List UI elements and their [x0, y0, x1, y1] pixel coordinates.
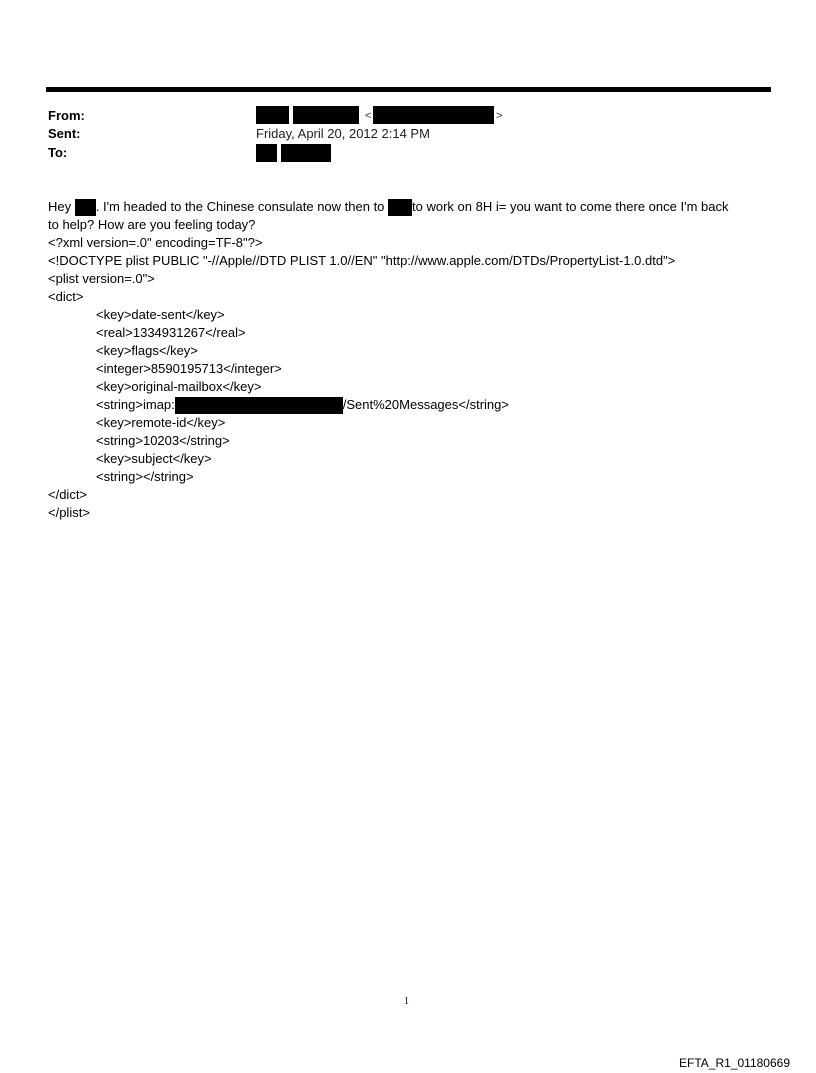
body-line-8: <real>1334931267</real>	[96, 325, 246, 340]
body-line-10: <integer>8590195713</integer>	[96, 361, 282, 376]
body-text-segment: <string>imap:	[96, 397, 175, 412]
body-line-9: <key>flags</key>	[96, 343, 198, 358]
header-divider	[46, 87, 771, 92]
body-line-7: <key>date-sent</key>	[96, 307, 225, 322]
from-open-bracket: <	[365, 110, 372, 122]
from-close-bracket: >	[496, 110, 503, 122]
body-line-2: to help? How are you feeling today?	[48, 217, 256, 232]
body-line-5: <plist version=.0">	[48, 271, 155, 286]
redaction-recipient-name	[75, 199, 96, 216]
body-line-6: <dict>	[48, 289, 84, 304]
message-body	[48, 198, 778, 522]
redaction-from-first-name	[256, 106, 289, 124]
sent-value: Friday, April 20, 2012 2:14 PM	[256, 126, 430, 141]
to-label: To:	[48, 145, 68, 160]
body-line-16: <string></string>	[96, 469, 194, 484]
redaction-from-email	[373, 106, 494, 124]
sent-label: Sent:	[48, 126, 81, 141]
redaction-location	[388, 199, 412, 216]
body-text-segment: . I'm headed to the Chinese consulate now then to	[95, 199, 389, 214]
from-label: From:	[48, 108, 85, 123]
body-line-3: <?xml version=.0" encoding=TF-8"?>	[48, 235, 263, 250]
body-line-4: <!DOCTYPE plist PUBLIC "-//Apple//DTD PLIST 1.0//EN" "http://www.apple.com/DTDs/PropertyList-1.0.dtd">	[48, 253, 676, 268]
redaction-imap-account	[175, 397, 343, 414]
body-line-14: <string>10203</string>	[96, 433, 230, 448]
body-line-11: <key>original-mailbox</key>	[96, 379, 262, 394]
body-line-1	[48, 198, 778, 216]
redaction-to-first-name	[256, 144, 277, 162]
body-text-segment: to work on 8H i= you want to come there once I'm back	[412, 199, 729, 214]
body-line-15: <key>subject</key>	[96, 451, 212, 466]
body-line-18: </plist>	[48, 505, 90, 520]
page-number: 1	[404, 996, 409, 1007]
body-line-17: </dict>	[48, 487, 88, 502]
body-text-segment: /Sent%20Messages</string>	[342, 397, 509, 412]
redaction-to-last-name	[281, 144, 331, 162]
body-line-12	[48, 396, 778, 414]
body-line-13: <key>remote-id</key>	[96, 415, 226, 430]
redaction-from-last-name	[293, 106, 359, 124]
body-text-segment: Hey	[48, 199, 75, 214]
document-id: EFTA_R1_01180669	[679, 1056, 790, 1070]
